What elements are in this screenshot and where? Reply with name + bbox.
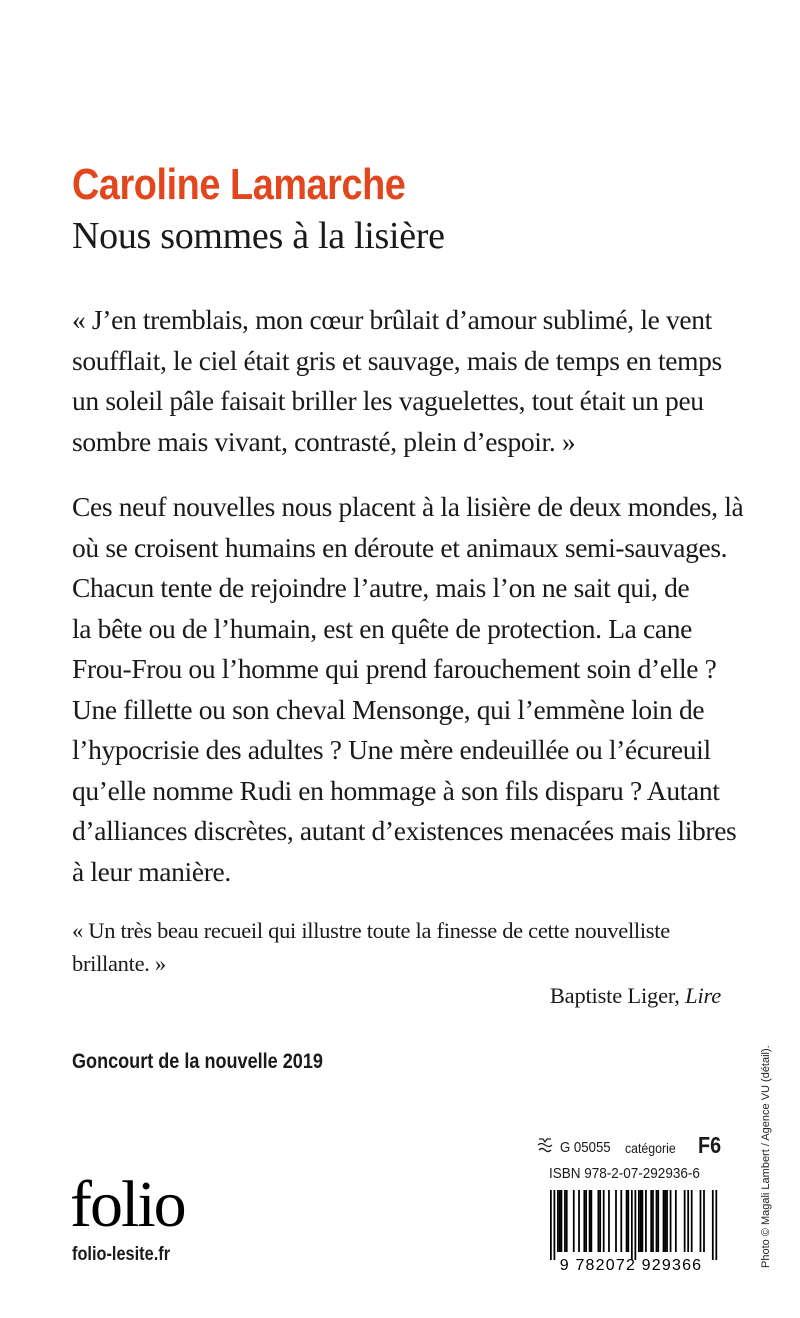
barcode-bar [691, 1190, 693, 1252]
barcode-bar [573, 1190, 575, 1252]
barcode-bar [626, 1190, 628, 1252]
barcode-bar [666, 1190, 668, 1252]
book-summary [72, 487, 744, 892]
category-label: catégorie [625, 1140, 676, 1156]
summary-line: Chacun tente de rejoindre l’autre, mais l’on ne sait qui, de [72, 572, 690, 603]
summary-line: à leur manière. [72, 855, 231, 887]
barcode-bar [589, 1190, 591, 1252]
barcode-bar [599, 1190, 601, 1252]
barcode-digits: 9 782072 929366 [559, 1257, 703, 1274]
barcode-bar [634, 1190, 636, 1260]
summary-line: qu’elle nomme Rudi en hommage à son fils disparu ? Autant [72, 774, 720, 806]
press-review [72, 914, 732, 980]
review-line: « Un très beau recueil qui illustre toute la finesse de cette nouvelliste [72, 918, 670, 943]
photo-credit: Photo © Magali Lambert / Agence VU (détail). [760, 1045, 772, 1268]
excerpt-line: un soleil pâle faisait briller les vaguelettes, tout était un peu [72, 385, 704, 416]
barcode-bar [657, 1190, 659, 1252]
review-author: Baptiste Liger, [549, 983, 680, 1008]
barcode-bar [620, 1190, 622, 1252]
barcode-bar [615, 1190, 617, 1252]
barcode-bar [642, 1190, 644, 1252]
summary-line: Frou-Frou ou l’homme qui prend farouchement soin d’elle ? [72, 653, 717, 684]
barcode-bar [561, 1190, 563, 1252]
publisher-website: folio-lesite.fr [72, 1244, 171, 1265]
barcode-bars [550, 1190, 717, 1260]
author-name: Caroline Lamarche [72, 160, 406, 209]
summary-line: l’hypocrisie des adultes ? Une mère endeuillée ou l’écureuil [72, 734, 711, 765]
barcode-bar [712, 1190, 714, 1260]
barcode-bar [664, 1190, 666, 1252]
barcode-bar [583, 1190, 585, 1252]
excerpt-quote [72, 300, 732, 462]
barcode-bar [585, 1190, 587, 1252]
barcode-bar [638, 1190, 640, 1252]
barcode-bar [578, 1190, 580, 1252]
summary-line: où se croisent humains en déroute et animaux semi-sauvages. [72, 531, 728, 563]
excerpt-line: sombre mais vivant, contrasté, plein d’espoir. » [72, 425, 576, 457]
publisher-logo: folio [70, 1168, 185, 1241]
barcode-bar [715, 1190, 717, 1260]
barcode-bar [663, 1190, 665, 1252]
barcode-bar [675, 1190, 677, 1252]
barcode-bar [550, 1190, 552, 1260]
barcode-bar [670, 1190, 672, 1252]
isbn-label: ISBN 978-2-07-292936-6 [549, 1165, 700, 1182]
barcode-bar [598, 1190, 600, 1252]
barcode-bar [645, 1190, 647, 1252]
barcode-bar [559, 1190, 561, 1252]
book-title: Nous sommes à la lisière [72, 215, 445, 257]
barcode-bar [554, 1190, 556, 1260]
barcode-bar [652, 1190, 654, 1252]
barcode-bar [603, 1190, 605, 1252]
barcode-bar [703, 1190, 705, 1252]
barcode-bar [700, 1190, 702, 1252]
barcode-bar [684, 1190, 686, 1252]
excerpt-line: « J’en tremblais, mon cœur brûlait d’amour sublimé, le vent [72, 304, 712, 335]
price-category: F6 [698, 1132, 722, 1158]
summary-line: Ces neuf nouvelles nous placent à la lisière de deux mondes, là [72, 491, 744, 522]
barcode-bar [650, 1190, 652, 1252]
barcode-bar [566, 1190, 568, 1252]
review-attribution [550, 983, 721, 1009]
barcode-bar [687, 1190, 689, 1252]
excerpt-line: soufflait, le ciel était gris et sauvage, mais de temps en temps [72, 344, 722, 376]
catalog-code: G 05055 [560, 1139, 611, 1156]
review-source: Lire [685, 983, 721, 1008]
barcode-bar [631, 1190, 633, 1260]
barcode-bar [590, 1190, 592, 1252]
summary-line: la bête ou de l’humain, est en quête de protection. La cane [72, 612, 692, 644]
barcode-bar [557, 1190, 559, 1252]
prize-label: Goncourt de la nouvelle 2019 [72, 1050, 323, 1073]
barcode-bar [564, 1190, 566, 1252]
catalog-code-row [536, 1134, 726, 1160]
summary-line: d’alliances discrètes, autant d’existences menacées mais libres [72, 815, 737, 846]
review-line: brillante. » [72, 951, 166, 976]
recycle-books-icon [536, 1136, 554, 1154]
barcode [538, 1190, 724, 1274]
barcode-bar [608, 1190, 610, 1252]
summary-line: Une fillette ou son cheval Mensonge, qui l’emmène loin de [72, 693, 705, 725]
barcode-bar [656, 1190, 658, 1252]
barcode-bar [627, 1190, 629, 1252]
barcode-bar [640, 1190, 642, 1252]
